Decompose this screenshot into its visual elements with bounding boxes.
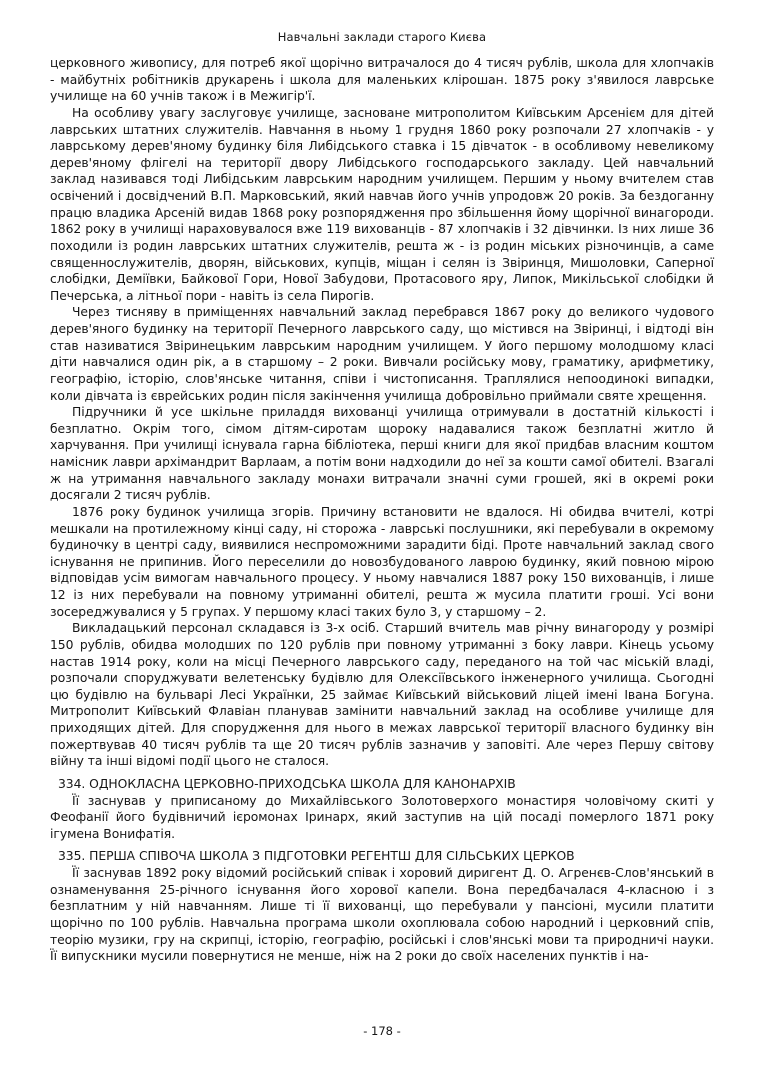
section-text-335: Її заснував 1892 року відомий російський співак і хоровий диригент Д. О. Агренєв-Слов'янський в ознаменування 25-річного існування його хорової капели. Вона передбачалася 4-класною і з безплатним у ній навчанням. Лише ті її вихованці, що перебували у пансіоні, мусили платити щорічно по 100 рублів. Навчальна програма школи охоплювала собою народний і церковний спів, теорію музики, гру на скрипці, історію, географію, російські і слов'янські мови та природничі науки. Її випускники мусили повернутися не менше, ніж на 2 роки до своїх населених пунктів і на- (50, 866, 714, 964)
page-number: - 178 - (363, 1024, 401, 1038)
section-heading-334: 334. ОДНОКЛАСНА ЦЕРКОВНО-ПРИХОДСЬКА ШКОЛА ДЛЯ КАНОНАРХІВ (58, 776, 516, 791)
paragraph-textbooks: Підручники й усе шкільне приладдя вихованці училища отримували в достатній кількості і безплатно. Окрім того, сімом дітям-сиротам щороку надавалися також безплатні житло й харчування. При училищі існувала гарна бібліотека, перші книги для якої придбав власним коштом намісник лаври архімандрит Варлаам, а потім вони надходили до неї за кошти самої обителі. Взагалі ж на утримання навчального закладу монахи витрачали значні суми грошей, які в окремі роки досягали 2 тисяч рублів. (50, 405, 714, 503)
section-heading-335: 335. ПЕРША СПІВОЧА ШКОЛА З ПІДГОТОВКИ РЕГЕНТШ ДЛЯ СІЛЬСЬКИХ ЦЕРКОВ (58, 849, 575, 864)
paragraph-continuation: церковного живопису, для потреб якої щорічно витрачалося до 4 тисяч рублів, школа для хлопчаків - майбутніх робітників друкарень і школа для маленьких клірошан. 1875 року з'явилося лаврське училище на 60 учнів також і в Межигір'ї. (50, 56, 714, 104)
section-text-334: Її заснував у приписаному до Михайлівського Золотоверхого монастиря чоловічому скиті у Феофанії його будівничий ієромонах Іринарх, який заступив на цій посаді померлого 1871 року ігумена Вонифатія. (50, 793, 714, 841)
paragraph-fire-1876: 1876 року будинок училища згорів. Причину встановити не вдалося. Ні обидва вчителі, котрі мешкали на протилежному кінці саду, ні сторожа - лаврські послушники, які перебували в окремому будиночку в центрі саду, виявилися неспроможними зарадити біді. Проте навчальний заклад свого існування не припинив. Його переселили до новозбудованого лаврою будинку, який повною мірою відповідав усім вимогам навчального процесу. У ньому навчалися 1887 року 150 вихованців, і лише 12 із них перебували на повному утриманні обителі, решта ж мусила платити гроші. Усі вони зосереджувалися у 5 групах. У першому класі таких було 3, у старшому – 2. (50, 504, 714, 619)
paragraph-zvirynets-school: Через тисняву в приміщеннях навчальний заклад перебрався 1867 року до великого чудового дерев'яного будинку на території Печерного лаврського саду, що містився на Звіринці, і відтоді він став називатися Звіринецьким лаврським народним училищем. У його першому молодшому класі діти навчалися один рік, а в старшому – 2 роки. Вивчали російську мову, граматику, арифметику, географію, історію, слов'янське читання, співи і чистописання. Траплялися непоодинокі випадки, коли дівчата із єврейських родин після закінчення училища добровільно приймали святе хрещення. (50, 305, 714, 403)
paragraph-lavra-school: На особливу увагу заслуговує училище, засноване митрополитом Київським Арсенієм для дітей лаврських штатних служителів. Навчання в ньому 1 грудня 1860 року розпочали 27 хлопчаків - у лаврському дерев'яному будинку біля Либідського ставка і 15 дівчаток - в особливому невеликому дерев'яному флігелі на території двору Либідського господарського закладу. Цей навчальний заклад називався тоді Либідським лаврським народним училищем. Першим у ньому вчителем став освічений і досвідчений В.П. Марковський, який навчав його учнів упродовж 20 років. За бездоганну працю владика Арсеній видав 1868 року розпорядження про збільшення йому щорічної винагороди. 1862 року в училищі нараховувалося вже 119 вихованців - 87 хлопчаків і 32 дівчинки. Із них лише 36 походили із родин лаврських штатних служителів, решта ж - із родин міських різночинців, а саме священнослужителів, дворян, військових, купців, міщан і селян із Звіринця, Мишоловки, Саперної слобідки, Деміївки, Байкової Гори, Нової Забудови, Протасового яру, Липок, Микільської слобідки й Печерська, а літньої пори - навіть із села Пирогів. (50, 105, 714, 303)
running-title: Навчальні заклади старого Києва (277, 30, 487, 44)
paragraph-teaching-staff: Викладацький персонал складався із 3-х осіб. Старший вчитель мав річну винагороду у розмірі 150 рублів, обидва молодших по 120 рублів при повному утриманні з боку лаври. Кінець усьому настав 1914 року, коли на місці Печерного лаврського саду, переданого на той час міській владі, розпочали споруджувати велетенську будівлю для Олексіївського інженерного училища. Сьогодні цю будівлю на бульварі Лесі Українки, 25 займає Київський військовий ліцей імені Івана Богуна. Митрополит Київський Флавіан планував замінити навчальний заклад на особливе училище для приходящих дітей. Для спорудження для нього в межах лаврської території власного будинку він пожертвував 40 тисяч рублів та ще 20 тисяч рублів зазначив у заповіті. Але через Першу світову війну та інші відомі події цього не сталося. (50, 621, 714, 769)
body-text (50, 55, 714, 965)
